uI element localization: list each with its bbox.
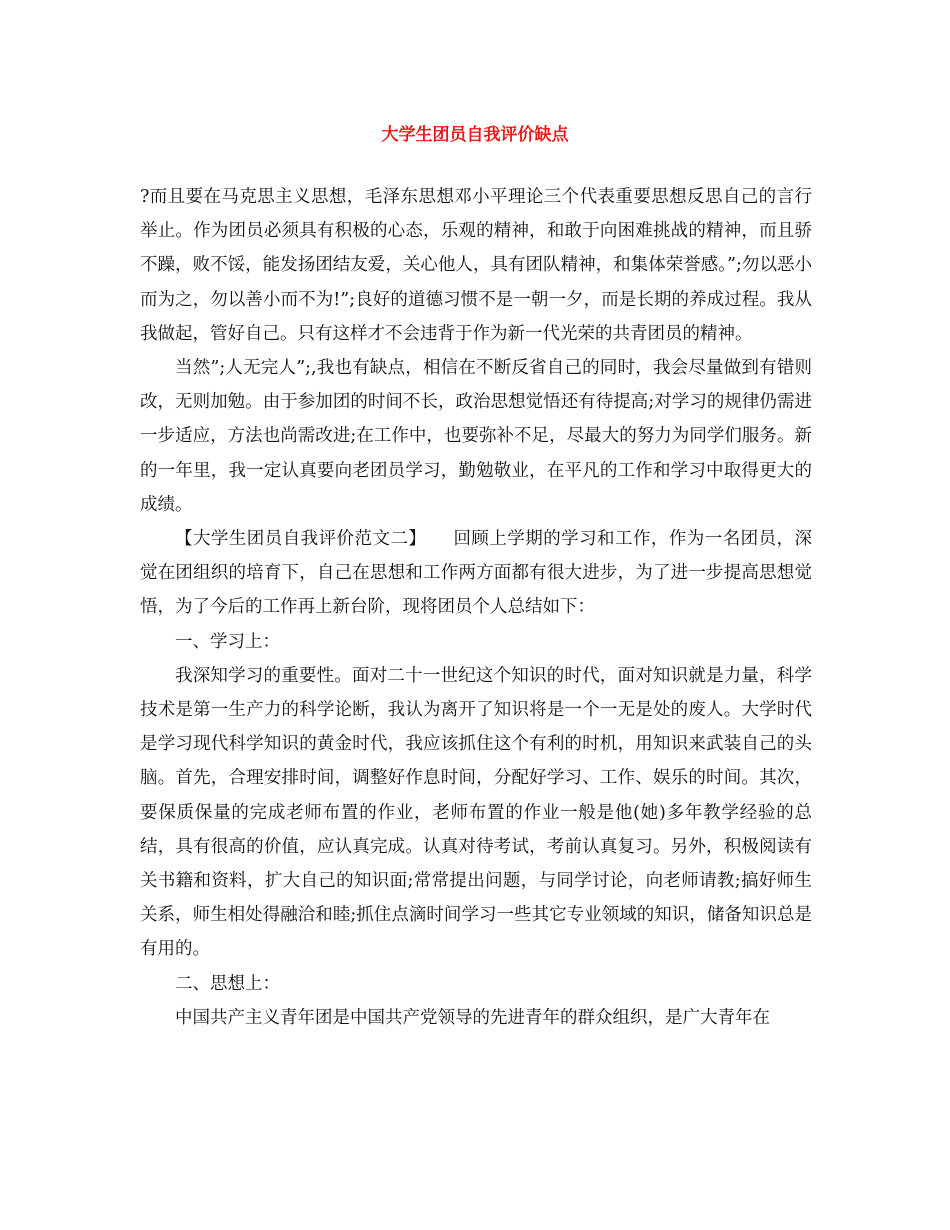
document-title: 大学生团员自我评价缺点 xyxy=(381,125,569,145)
paragraph: 中国共产主义青年团是中国共产党领导的先进青年的群众组织，是广大青年在 xyxy=(175,1007,770,1028)
paragraph: ?而且要在马克思主义思想，毛泽东思想邓小平理论三个代表重要思想反思自己的言行举止。作为团员必须具有积极的心态，乐观的精神，和敢于向困难挑战的精神，而且骄不躁，败不馁，能发扬团结友爱，关心他人，具有团队精神，和集体荣誉感。”;勿以恶小而为之，勿以善小而不为!”;良好的道德习惯不是一朝一夕，而是长期的养成过程。我从我做起，管好自己。只有这样才不会违背于作为新一代光荣的共青团员的精神。 xyxy=(140,187,812,344)
section-heading: 二、思想上： xyxy=(175,973,280,994)
paragraph: 我深知学习的重要性。面对二十一世纪这个知识的时代，面对知识就是力量，科学技术是第一生产力的科学论断，我认为离开了知识将是一个一无是处的废人。大学时代是学习现代科学知识的黄金时代，我应该抓住这个有利的时机，用知识来武装自己的头脑。首先，合理安排时间，调整好作息时间，分配好学习、工作、娱乐的时间。其次，要保质保量的完成老师布置的作业，老师布置的作业一般是他(她)多年教学经验的总结，具有很高的价值，应认真完成。认真对待考试，考前认真复习。另外，积极阅读有关书籍和资料，扩大自己的知识面;常常提出问题，与同学讨论，向老师请教;搞好师生关系，师生相处得融洽和睦;抓住点滴时间学习一些其它专业领域的知识，储备知识总是有用的。 xyxy=(140,665,812,960)
paragraph: 当然”;人无完人”;,我也有缺点，相信在不断反省自己的同时，我会尽量做到有错则改，无则加勉。由于参加团的时间不长，政治思想觉悟还有待提高;对学习的规律仍需进一步适应，方法也尚需改进;在工作中，也要弥补不足，尽最大的努力为同学们服务。新的一年里，我一定认真要向老团员学习，勤勉敬业，在平凡的工作和学习中取得更大的成绩。 xyxy=(140,358,812,515)
paragraph: 【大学生团员自我评价范文二】 回顾上学期的学习和工作，作为一名团员，深觉在团组织的培育下，自己在思想和工作两方面都有很大进步，为了进一步提高思想觉悟，为了今后的工作再上新台阶，现将团员个人总结如下： xyxy=(140,529,812,618)
section-heading: 一、学习上： xyxy=(175,631,280,652)
document-body xyxy=(140,180,812,1035)
